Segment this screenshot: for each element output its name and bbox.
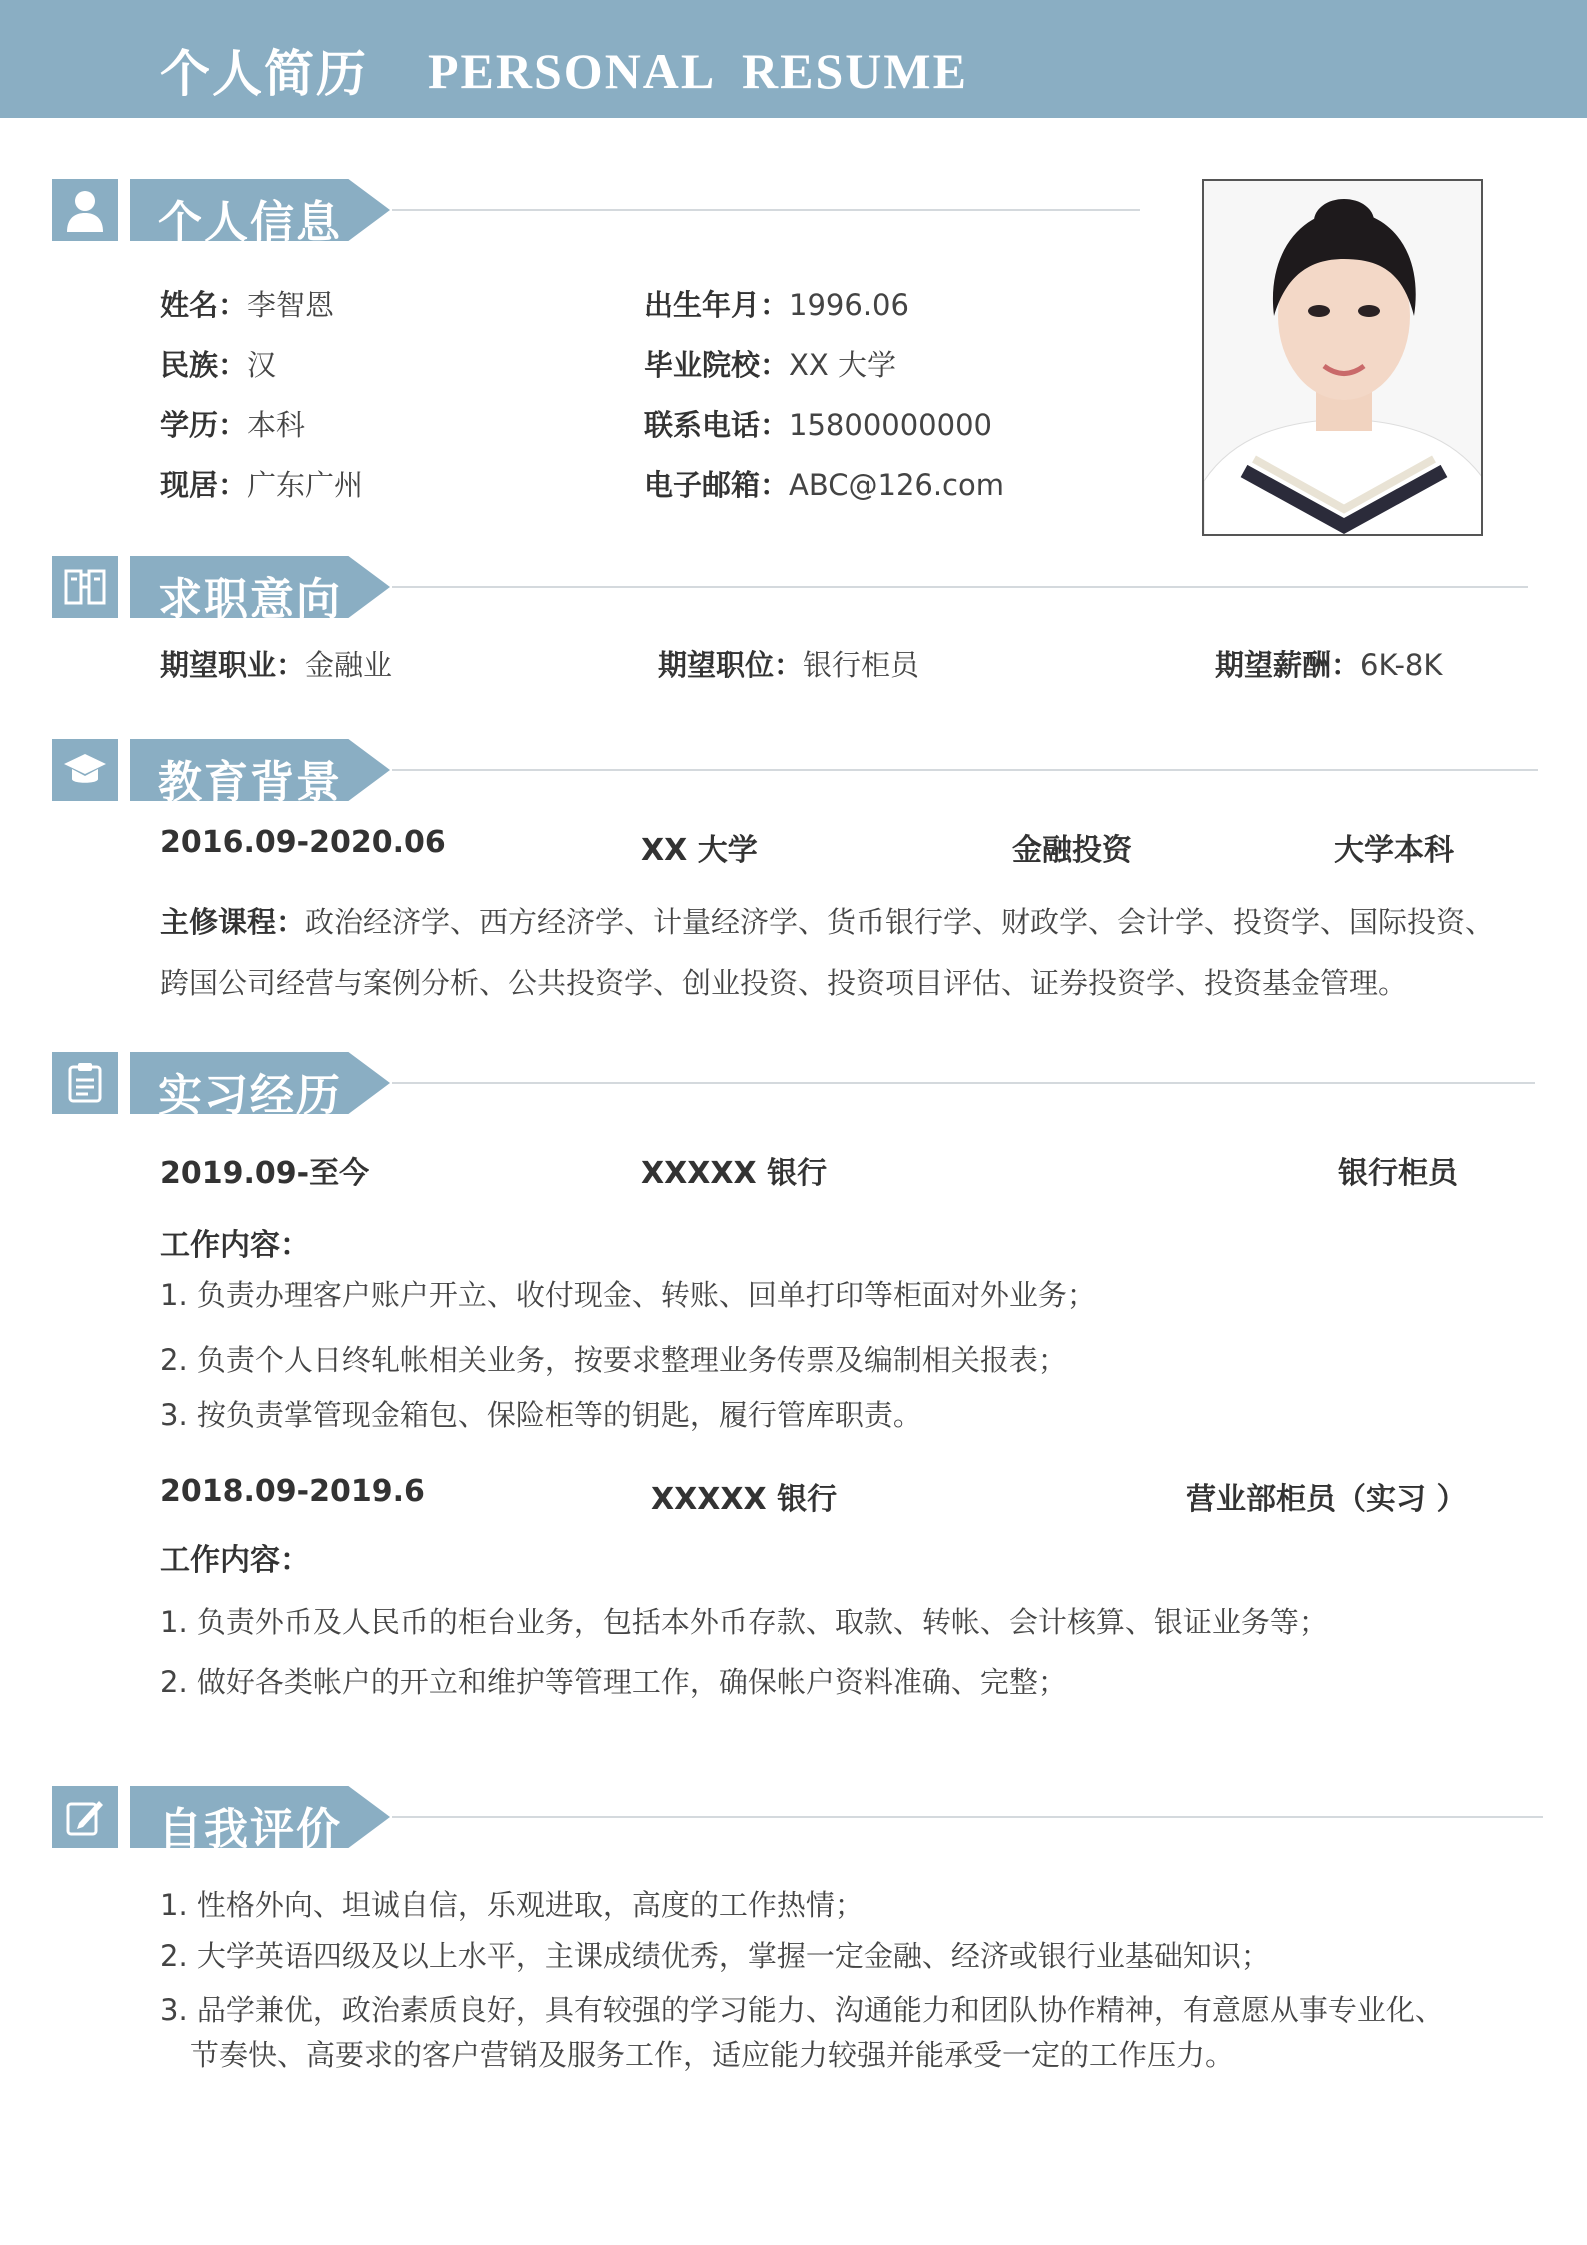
field-ethnicity: 民族：汉 <box>160 348 277 382</box>
education-courses-line2: 跨国公司经营与案例分析、公共投资学、创业投资、投资项目评估、证券投资学、投资基金管理。 <box>160 966 1408 1000</box>
intention-salary: 期望薪酬：6K-8K <box>1215 648 1443 682</box>
title-en-resume: RESUME <box>742 43 968 99</box>
job1-duty: 2. 负责个人日终轧帐相关业务，按要求整理业务传票及编制相关报表； <box>160 1343 1067 1377</box>
user-icon <box>52 179 118 241</box>
section-intention-header <box>52 556 1477 625</box>
section-title-intention: 求职意向 <box>158 574 342 625</box>
job1-role: 银行柜员 <box>1338 1156 1458 1191</box>
job1-content-label: 工作内容： <box>160 1228 310 1263</box>
edit-icon <box>52 1786 118 1848</box>
field-email: 电子邮箱：ABC@126.com <box>644 468 1004 502</box>
job1-duty: 1. 负责办理客户账户开立、收付现金、转账、回单打印等柜面对外业务； <box>160 1278 1096 1312</box>
job1-company: XXXXX 银行 <box>641 1156 828 1191</box>
book-icon <box>52 556 118 618</box>
job2-role: 营业部柜员（实习 ） <box>1186 1482 1467 1517</box>
education-major: 金融投资 <box>1012 833 1132 868</box>
section-title-self-eval: 自我评价 <box>158 1804 342 1855</box>
education-degree: 大学本科 <box>1334 833 1454 868</box>
job1-duty: 3. 按负责掌管现金箱包、保险柜等的钥匙，履行管库职责。 <box>160 1398 922 1432</box>
self-eval-item: 2. 大学英语四级及以上水平，主课成绩优秀，掌握一定金融、经济或银行业基础知识； <box>160 1939 1270 1973</box>
section-rule <box>392 209 1140 211</box>
education-school: XX 大学 <box>641 833 758 868</box>
section-rule <box>392 1082 1535 1084</box>
section-rule <box>392 769 1538 771</box>
section-education-header <box>52 739 1487 808</box>
self-eval-item: 1. 性格外向、坦诚自信，乐观进取，高度的工作热情； <box>160 1888 864 1922</box>
section-personal-header <box>52 179 1092 248</box>
profile-photo <box>1202 179 1483 536</box>
section-title-personal: 个人信息 <box>158 197 342 248</box>
job2-duty: 1. 负责外币及人民币的柜台业务，包括本外币存款、取款、转帐、会计核算、银证业务等； <box>160 1605 1328 1639</box>
clipboard-icon <box>52 1052 118 1114</box>
education-period: 2016.09-2020.06 <box>160 825 446 860</box>
graduation-cap-icon <box>52 739 118 801</box>
field-birth: 出生年月：1996.06 <box>644 288 909 322</box>
section-internship-header <box>52 1052 1484 1121</box>
job2-period: 2018.09-2019.6 <box>160 1474 425 1509</box>
field-name: 姓名：李智恩 <box>160 288 335 322</box>
header-bar <box>0 0 1587 118</box>
job2-duty: 2. 做好各类帐户的开立和维护等管理工作，确保帐户资料准确、完整； <box>160 1665 1067 1699</box>
section-rule <box>392 1816 1543 1818</box>
section-title-education: 教育背景 <box>158 757 342 808</box>
field-residence: 现居：广东广州 <box>160 468 364 502</box>
self-eval-item-cont: 节奏快、高要求的客户营销及服务工作，适应能力较强并能承受一定的工作压力。 <box>190 2038 1235 2072</box>
intention-industry: 期望职业：金融业 <box>160 648 393 682</box>
job1-period: 2019.09-至今 <box>160 1156 370 1191</box>
title-en-personal: PERSONAL <box>428 43 717 99</box>
section-rule <box>392 586 1528 588</box>
section-title-internship: 实习经历 <box>158 1070 342 1121</box>
job2-company: XXXXX 银行 <box>651 1482 838 1517</box>
section-self-eval-header <box>52 1786 1492 1855</box>
intention-position: 期望职位：银行柜员 <box>658 648 920 682</box>
education-courses-line1: 主修课程：政治经济学、西方经济学、计量经济学、货币银行学、财政学、会计学、投资学、国际投资、 <box>160 905 1495 939</box>
field-education: 学历：本科 <box>160 408 306 442</box>
field-phone: 联系电话：15800000000 <box>644 408 992 442</box>
self-eval-item: 3. 品学兼优，政治素质良好，具有较强的学习能力、沟通能力和团队协作精神，有意愿从事专业化、 <box>160 1993 1444 2027</box>
field-school: 毕业院校：XX 大学 <box>644 348 896 382</box>
title-cn: 个人简历 <box>160 45 368 103</box>
job2-content-label: 工作内容： <box>160 1543 310 1578</box>
